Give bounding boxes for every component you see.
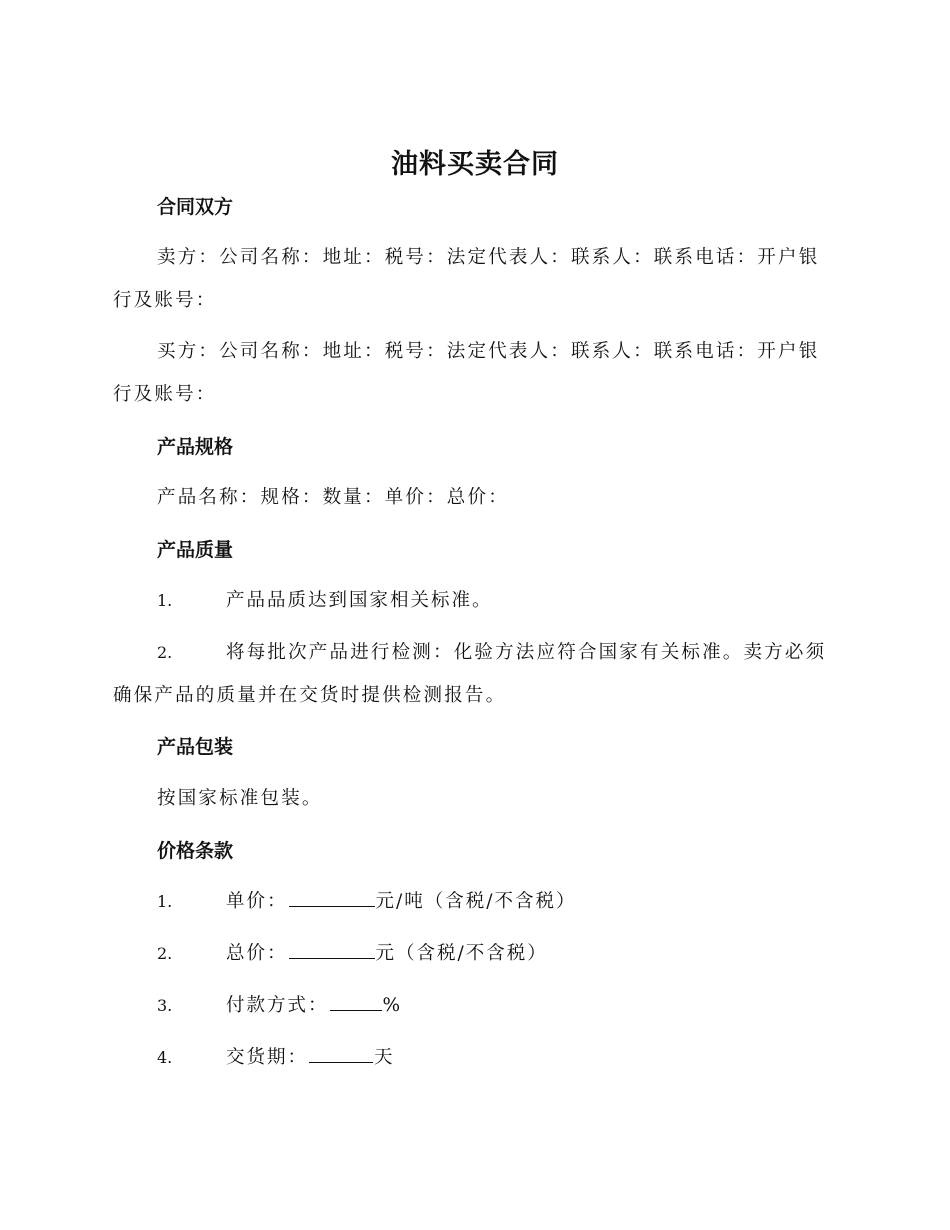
list-suffix: 元（含税/不含税） — [375, 943, 548, 964]
spec-text: 产品名称：规格：数量：单价：总价： — [157, 487, 509, 508]
buyer-info: 买方：公司名称：地址：税号：法定代表人：联系人：联系电话：开户银行及账号： — [113, 341, 820, 405]
list-number: 2. — [157, 944, 173, 963]
section-heading-quality: 产品质量 — [157, 539, 234, 561]
list-number: 4. — [157, 1048, 173, 1067]
list-text: 产品品质达到国家相关标准。 — [226, 590, 493, 611]
list-number: 3. — [157, 996, 173, 1015]
list-label: 交货期： — [226, 1047, 309, 1068]
seller-info: 卖方：公司名称：地址：税号：法定代表人：联系人：联系电话：开户银行及账号： — [113, 247, 820, 311]
section-heading-price: 价格条款 — [157, 840, 234, 862]
fill-in-blank[interactable] — [330, 994, 382, 1011]
list-suffix: 元/吨（含税/不含税） — [375, 891, 577, 912]
list-suffix: 天 — [374, 1047, 395, 1068]
fill-in-blank[interactable] — [289, 890, 375, 907]
price-item — [157, 992, 402, 1020]
list-number: 1. — [157, 892, 173, 911]
price-item — [157, 1044, 395, 1072]
fill-in-blank[interactable] — [289, 942, 375, 959]
packaging-text: 按国家标准包装。 — [157, 788, 323, 809]
section-heading-parties: 合同双方 — [157, 196, 234, 218]
list-text: 将每批次产品进行检测：化验方法应符合国家有关标准。卖方必须确保产品的质量并在交货时提供检测报告。 — [113, 642, 827, 706]
list-label: 付款方式： — [226, 995, 329, 1016]
list-label: 总价： — [226, 943, 288, 964]
quality-item — [157, 587, 493, 615]
section-heading-packaging: 产品包装 — [157, 736, 234, 758]
price-item — [157, 940, 548, 968]
price-item — [157, 888, 576, 916]
list-suffix: % — [382, 995, 403, 1016]
fill-in-blank[interactable] — [309, 1046, 373, 1063]
quality-item — [113, 631, 833, 717]
list-number: 2. — [157, 643, 173, 662]
document-title: 油料买卖合同 — [391, 149, 559, 180]
list-number: 1. — [157, 591, 173, 610]
list-label: 单价： — [226, 891, 288, 912]
section-heading-spec: 产品规格 — [157, 436, 234, 458]
